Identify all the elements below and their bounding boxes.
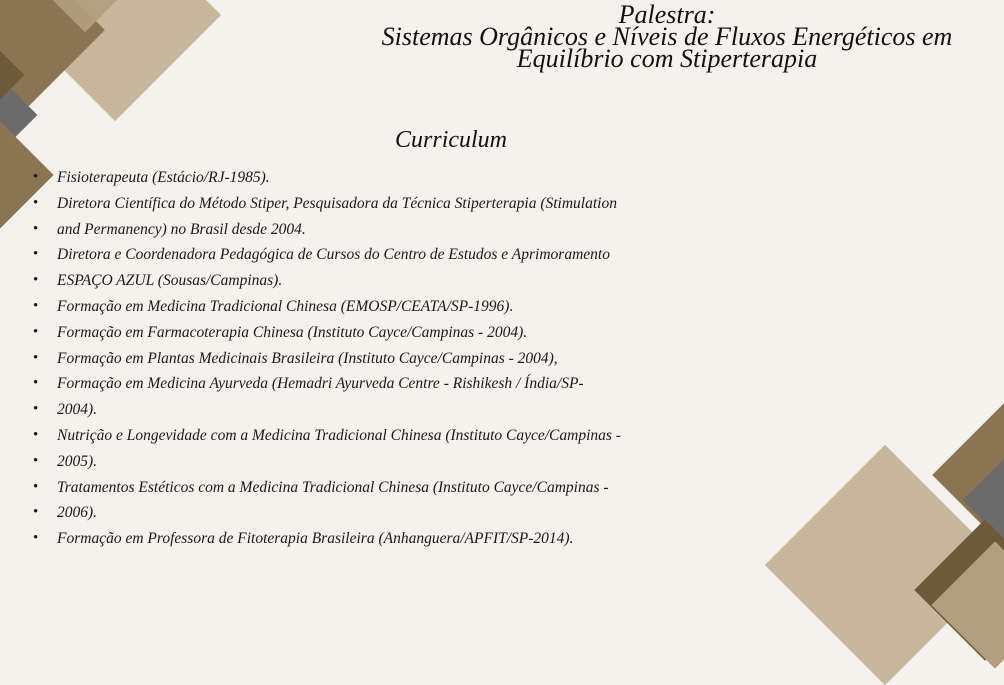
list-item: • Diretora e Coordenadora Pedagógica de Cursos do Centro de Estudos e Aprimoramento bbox=[33, 242, 621, 268]
list-item: • Formação em Farmacoterapia Chinesa (Instituto Cayce/Campinas - 2004). bbox=[33, 320, 621, 346]
list-item: • Diretora Científica do Método Stiper, Pesquisadora da Técnica Stiperterapia (Stimulation bbox=[33, 191, 621, 217]
list-item: • Tratamentos Estéticos com a Medicina Tradicional Chinesa (Instituto Cayce/Campinas - bbox=[33, 475, 621, 501]
title-line-2: Sistemas Orgânicos e Níveis de Fluxos Energéticos em bbox=[381, 22, 953, 51]
list-item: • 2004). bbox=[33, 397, 621, 423]
list-item: • Formação em Professora de Fitoterapia Brasileira (Anhanguera/APFIT/SP-2014). bbox=[33, 526, 621, 552]
list-item: • and Permanency) no Brasil desde 2004. bbox=[33, 217, 621, 243]
curriculum-list bbox=[33, 165, 621, 552]
list-item: • Nutrição e Longevidade com a Medicina Tradicional Chinesa (Instituto Cayce/Campinas - bbox=[33, 423, 621, 449]
list-item: • Formação em Medicina Ayurveda (Hemadri Ayurveda Centre - Rishikesh / Índia/SP- bbox=[33, 371, 621, 397]
list-item: • Formação em Plantas Medicinais Brasileira (Instituto Cayce/Campinas - 2004), bbox=[33, 346, 621, 372]
curriculum-title: Curriculum bbox=[395, 127, 508, 153]
list-item: • 2006). bbox=[33, 500, 621, 526]
title-line-1: Palestra: bbox=[618, 0, 716, 29]
page-title bbox=[330, 0, 1004, 73]
list-item: • ESPAÇO AZUL (Sousas/Campinas). bbox=[33, 268, 621, 294]
title-line-3: Equilíbrio com Stiperterapia bbox=[516, 44, 818, 73]
list-item: • Fisioterapeuta (Estácio/RJ-1985). bbox=[33, 165, 621, 191]
list-item: • 2005). bbox=[33, 449, 621, 475]
list-item: • Formação em Medicina Tradicional Chinesa (EMOSP/CEATA/SP-1996). bbox=[33, 294, 621, 320]
